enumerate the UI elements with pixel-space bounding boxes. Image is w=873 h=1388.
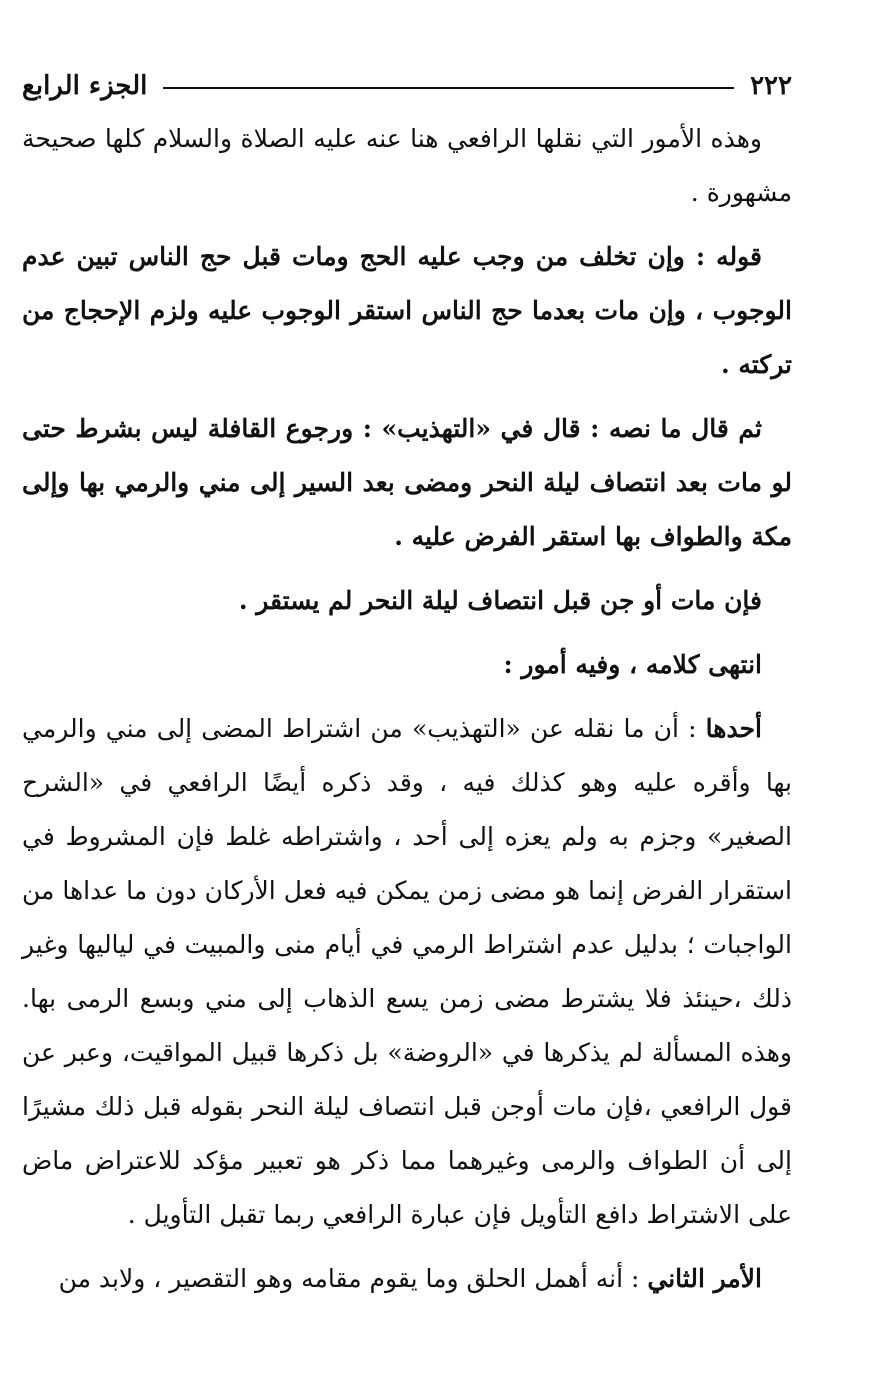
paragraph-2-quote: قوله : وإن تخلف من وجب عليه الحج ومات قبل حج الناس تبين عدم الوجوب ، وإن مات بعدما حج الناس استقر الوجوب عليه ولزم الإحجاج من تركته . xyxy=(22,242,792,379)
second-issue-text: : أنه أهمل الحلق وما يقوم مقامه وهو التقصير ، ولابد من xyxy=(58,1264,648,1293)
paragraph-7-second-issue xyxy=(22,1252,792,1306)
running-title: الجزء الرابع xyxy=(22,71,148,101)
page-number: ٢٢٢ xyxy=(750,71,792,101)
paragraph-3-quote: ثم قال ما نصه : قال في «التهذيب» : ورجوع القافلة ليس بشرط حتى لو مات بعد انتصاف ليلة النحر ومضى بعد السير إلى مني والرمي بها وإلى مكة والطواف بها استقر الفرض عليه . xyxy=(22,414,792,551)
first-issue-label: أحدها xyxy=(705,714,762,743)
first-issue-text: : أن ما نقله عن «التهذيب» من اشتراط المضى إلى مني والرمي بها وأقره عليه وهو كذلك فيه ، وقد ذكره أيضًا الرافعي في «الشرح الصغير» وجزم به ولم يعزه إلى أحد ، واشتراطه غلط فإن المشروط في استقرار الفرض إنما هو مضى زمن يمكن فيه فعل الأركان دون ما عداها من الواجبات ؛ بدليل عدم اشتراط الرمي في أيام منى والمبيت في لياليها وغير ذلك ،حينئذ فلا يشترط مضى زمن يسع الذهاب إلى مني وبسع الرمى بها. وهذه المسألة لم يذكرها في «الروضة» بل ذكرها قبيل المواقيت، وعبر عن قول الرافعي ،فإن مات أوجن قبل انتصاف ليلة النحر بقوله قبل ذلك مشيرًا إلى أن الطواف والرمى وغيرهما مما ذكر هو تعبير مؤكد للاعتراض ماض على الاشتراط دافع التأويل فإن عبارة الرافعي ربما تقبل التأويل . xyxy=(22,714,792,1229)
running-header xyxy=(22,60,792,112)
paragraph-1: وهذه الأمور التي نقلها الرافعي هنا عنه عليه الصلاة والسلام كلها صحيحة مشهورة . xyxy=(22,124,792,207)
header-rule xyxy=(163,87,734,89)
paragraph-4-quote: فإن مات أو جن قبل انتصاف ليلة النحر لم يستقر . xyxy=(238,586,762,615)
paragraph-5-intro: انتهى كلامه ، وفيه أمور : xyxy=(503,650,762,679)
paragraph-6-first-issue xyxy=(22,702,792,1242)
page xyxy=(22,60,792,1306)
second-issue-label: الأمر الثاني xyxy=(647,1264,762,1293)
